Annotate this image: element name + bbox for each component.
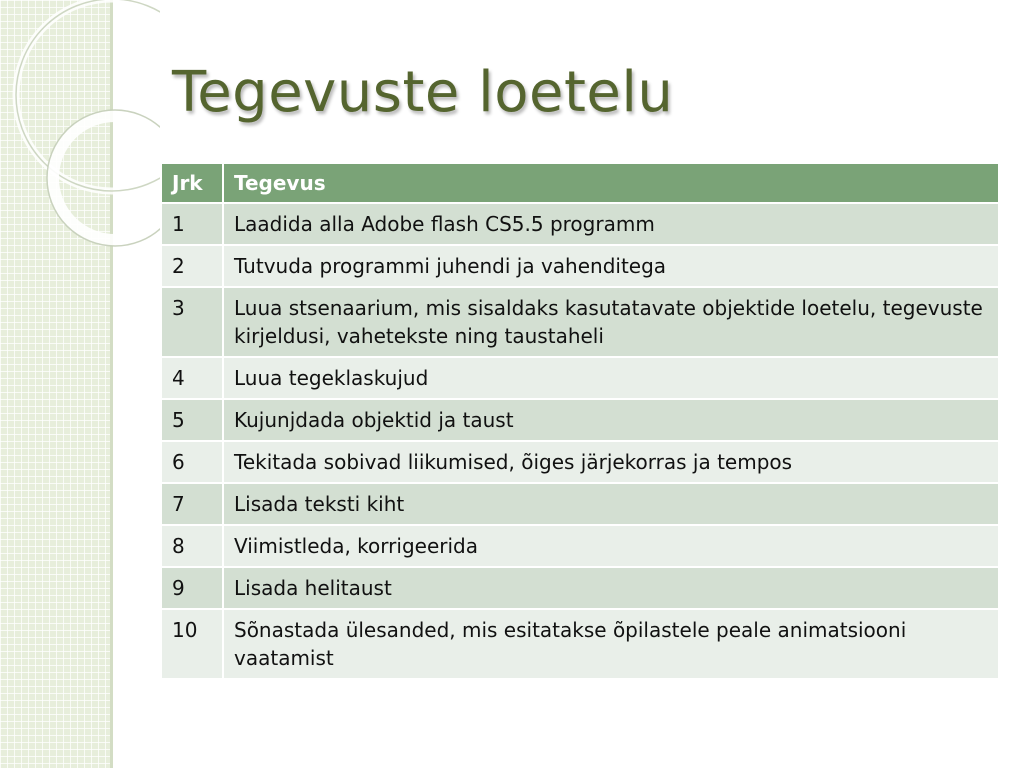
column-header-activity: Tegevus (223, 163, 999, 203)
table-row (161, 567, 999, 609)
table-row (161, 483, 999, 525)
table-header-row (161, 163, 999, 203)
table-row (161, 203, 999, 245)
row-number: 2 (161, 245, 223, 287)
row-activity: Kujunjdada objektid ja taust (223, 399, 999, 441)
activities-table (160, 162, 1000, 680)
row-activity: Luua tegeklaskujud (223, 357, 999, 399)
table-row (161, 609, 999, 679)
row-activity: Lisada teksti kiht (223, 483, 999, 525)
table-row (161, 245, 999, 287)
table-row (161, 441, 999, 483)
row-activity: Viimistleda, korrigeerida (223, 525, 999, 567)
row-number: 7 (161, 483, 223, 525)
row-activity: Tutvuda programmi juhendi ja vahenditega (223, 245, 999, 287)
row-activity: Sõnastada ülesanded, mis esitatakse õpilastele peale animatsiooni vaatamist (223, 609, 999, 679)
column-header-number: Jrk (161, 163, 223, 203)
table-row (161, 357, 999, 399)
row-number: 9 (161, 567, 223, 609)
table-row (161, 399, 999, 441)
table-row (161, 525, 999, 567)
row-activity: Lisada helitaust (223, 567, 999, 609)
row-number: 5 (161, 399, 223, 441)
row-activity: Laadida alla Adobe flash CS5.5 programm (223, 203, 999, 245)
row-number: 4 (161, 357, 223, 399)
table-row (161, 287, 999, 357)
decorative-circles (0, 0, 160, 300)
row-number: 3 (161, 287, 223, 357)
row-activity: Tekitada sobivad liikumised, õiges järjekorras ja tempos (223, 441, 999, 483)
row-activity: Luua stsenaarium, mis sisaldaks kasutatavate objektide loetelu, tegevuste kirjeldusi, vahetekste ning taustaheli (223, 287, 999, 357)
row-number: 1 (161, 203, 223, 245)
row-number: 10 (161, 609, 223, 679)
row-number: 8 (161, 525, 223, 567)
deco-circle-large (16, 0, 160, 191)
row-number: 6 (161, 441, 223, 483)
deco-circle-large-outline (16, 0, 160, 191)
slide-title: Tegevuste loetelu (172, 60, 674, 125)
